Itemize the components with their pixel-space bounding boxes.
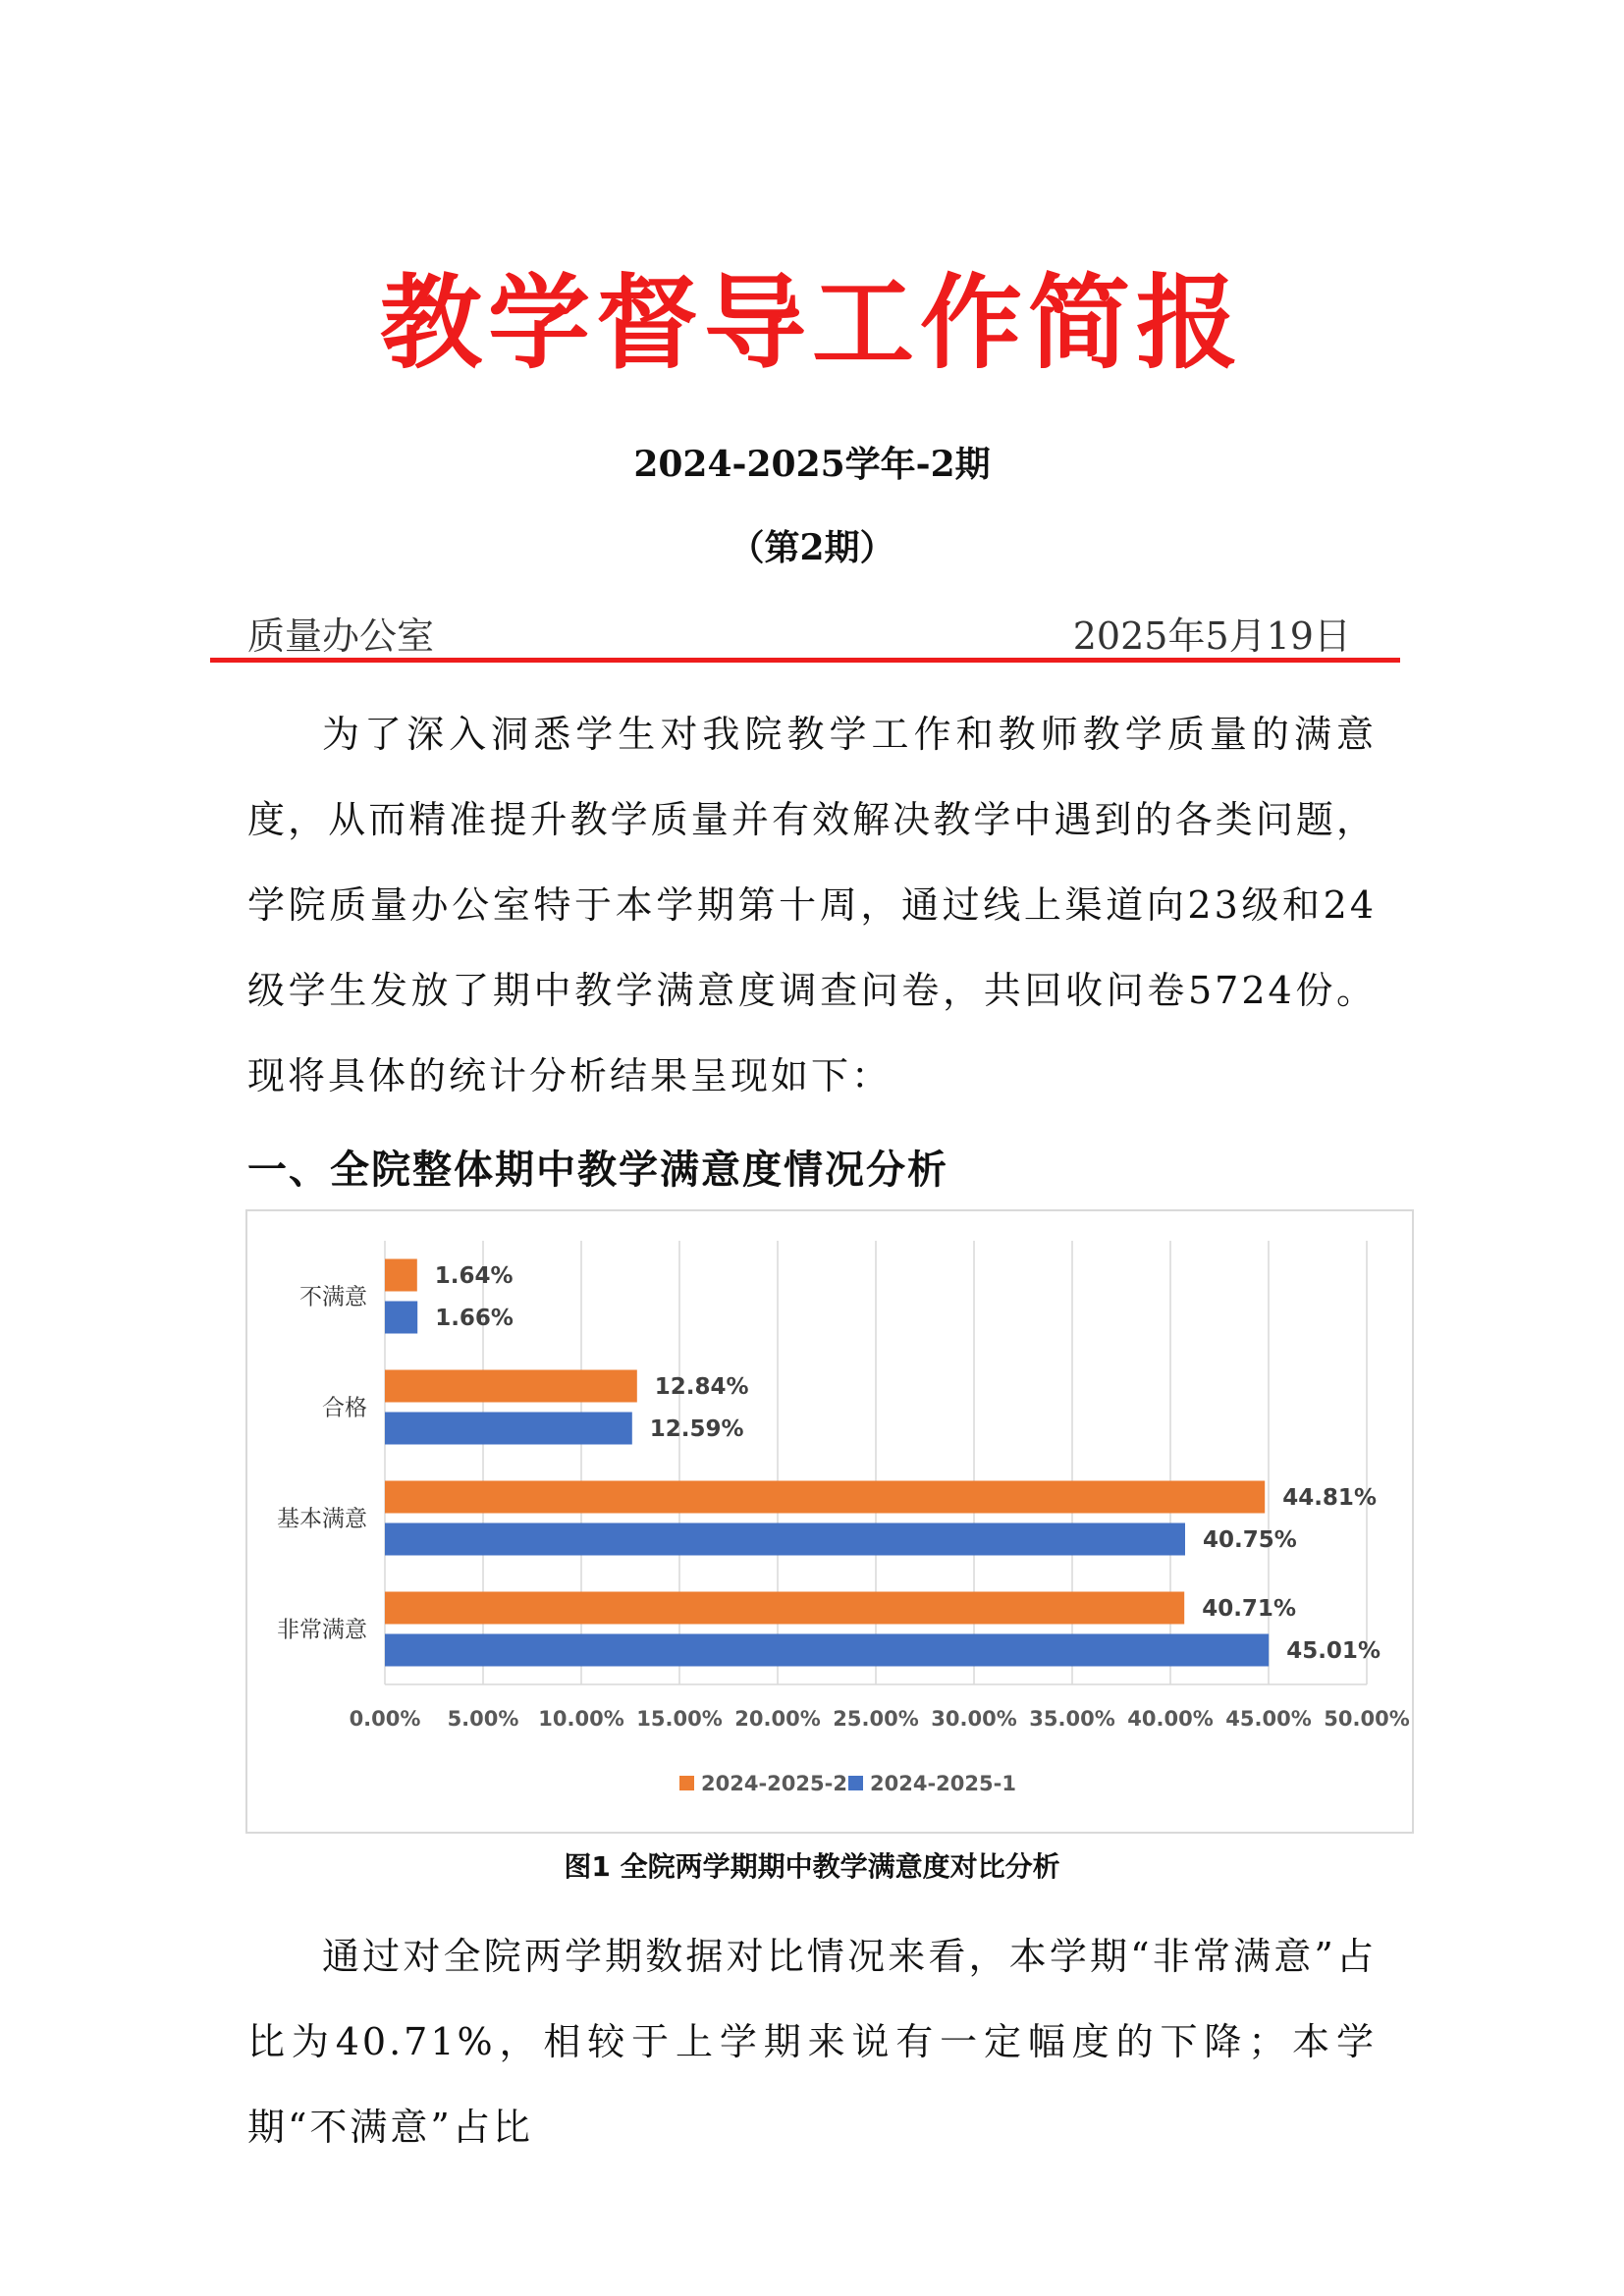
data-label: 12.59% (649, 1416, 744, 1442)
legend-swatch (848, 1776, 863, 1790)
bar-2024-2025-1 (385, 1413, 632, 1445)
satisfaction-chart (245, 1209, 1414, 1834)
x-tick-label: 0.00% (349, 1707, 421, 1731)
bar-2024-2025-1 (385, 1634, 1269, 1667)
report-issue-number: （第2期） (729, 527, 895, 568)
category-label: 基本满意 (277, 1506, 367, 1532)
bar-2024-2025-1 (385, 1523, 1185, 1556)
issue-date: 2025年5月19日 (1072, 614, 1351, 658)
intro-paragraph: 为了深入洞悉学生对我院教学工作和教师教学质量的满意度，从而精准提升教学质量并有效解决教学中遇到的各类问题，学院质量办公室特于本学期第十周，通过线上渠道向23级和24级学生发放了期中教学满意度调查问卷，共回收问卷5724份。现将具体的统计分析结果呈现如下： (247, 713, 1377, 1097)
x-tick-label: 35.00% (1029, 1707, 1115, 1731)
report-term: 2024-2025学年-2期 (633, 444, 991, 485)
category-label: 非常满意 (277, 1617, 367, 1643)
category-label: 不满意 (299, 1284, 367, 1310)
x-tick-label: 45.00% (1225, 1707, 1312, 1731)
x-tick-label: 15.00% (636, 1707, 723, 1731)
bar-2024-2025-2 (385, 1592, 1184, 1625)
legend-label: 2024-2025-2 (701, 1772, 847, 1795)
data-label: 1.64% (434, 1263, 514, 1289)
data-label: 40.71% (1202, 1596, 1296, 1622)
bar-2024-2025-1 (385, 1302, 417, 1334)
x-tick-label: 20.00% (734, 1707, 821, 1731)
legend-label: 2024-2025-1 (870, 1772, 1016, 1795)
category-label: 合格 (322, 1395, 367, 1421)
data-label: 1.66% (435, 1306, 514, 1331)
x-tick-label: 30.00% (931, 1707, 1017, 1731)
figure-1-caption: 图1 全院两学期期中教学满意度对比分析 (564, 1850, 1060, 1883)
section-1-heading: 一、全院整体期中教学满意度情况分析 (247, 1148, 948, 1193)
x-tick-label: 25.00% (833, 1707, 919, 1731)
analysis-paragraph: 通过对全院两学期数据对比情况来看，本学期“非常满意”占比为40.71%，相较于上学期来说有一定幅度的下降；本学期“不满意”占比 (247, 1935, 1377, 2149)
data-label: 40.75% (1203, 1527, 1297, 1553)
header-rule (210, 658, 1400, 663)
bar-2024-2025-2 (385, 1259, 417, 1292)
bar-2024-2025-2 (385, 1481, 1265, 1514)
issuing-office: 质量办公室 (247, 614, 435, 658)
x-tick-label: 10.00% (538, 1707, 624, 1731)
x-tick-label: 40.00% (1127, 1707, 1214, 1731)
data-label: 45.01% (1286, 1638, 1380, 1664)
x-tick-label: 5.00% (447, 1707, 519, 1731)
bar-2024-2025-2 (385, 1370, 637, 1403)
legend-swatch (679, 1776, 694, 1790)
data-label: 44.81% (1282, 1485, 1377, 1511)
data-label: 12.84% (654, 1374, 749, 1400)
x-tick-label: 50.00% (1324, 1707, 1410, 1731)
satisfaction-chart-svg (247, 1211, 1412, 1832)
report-title: 教学督导工作简报 (379, 262, 1244, 383)
